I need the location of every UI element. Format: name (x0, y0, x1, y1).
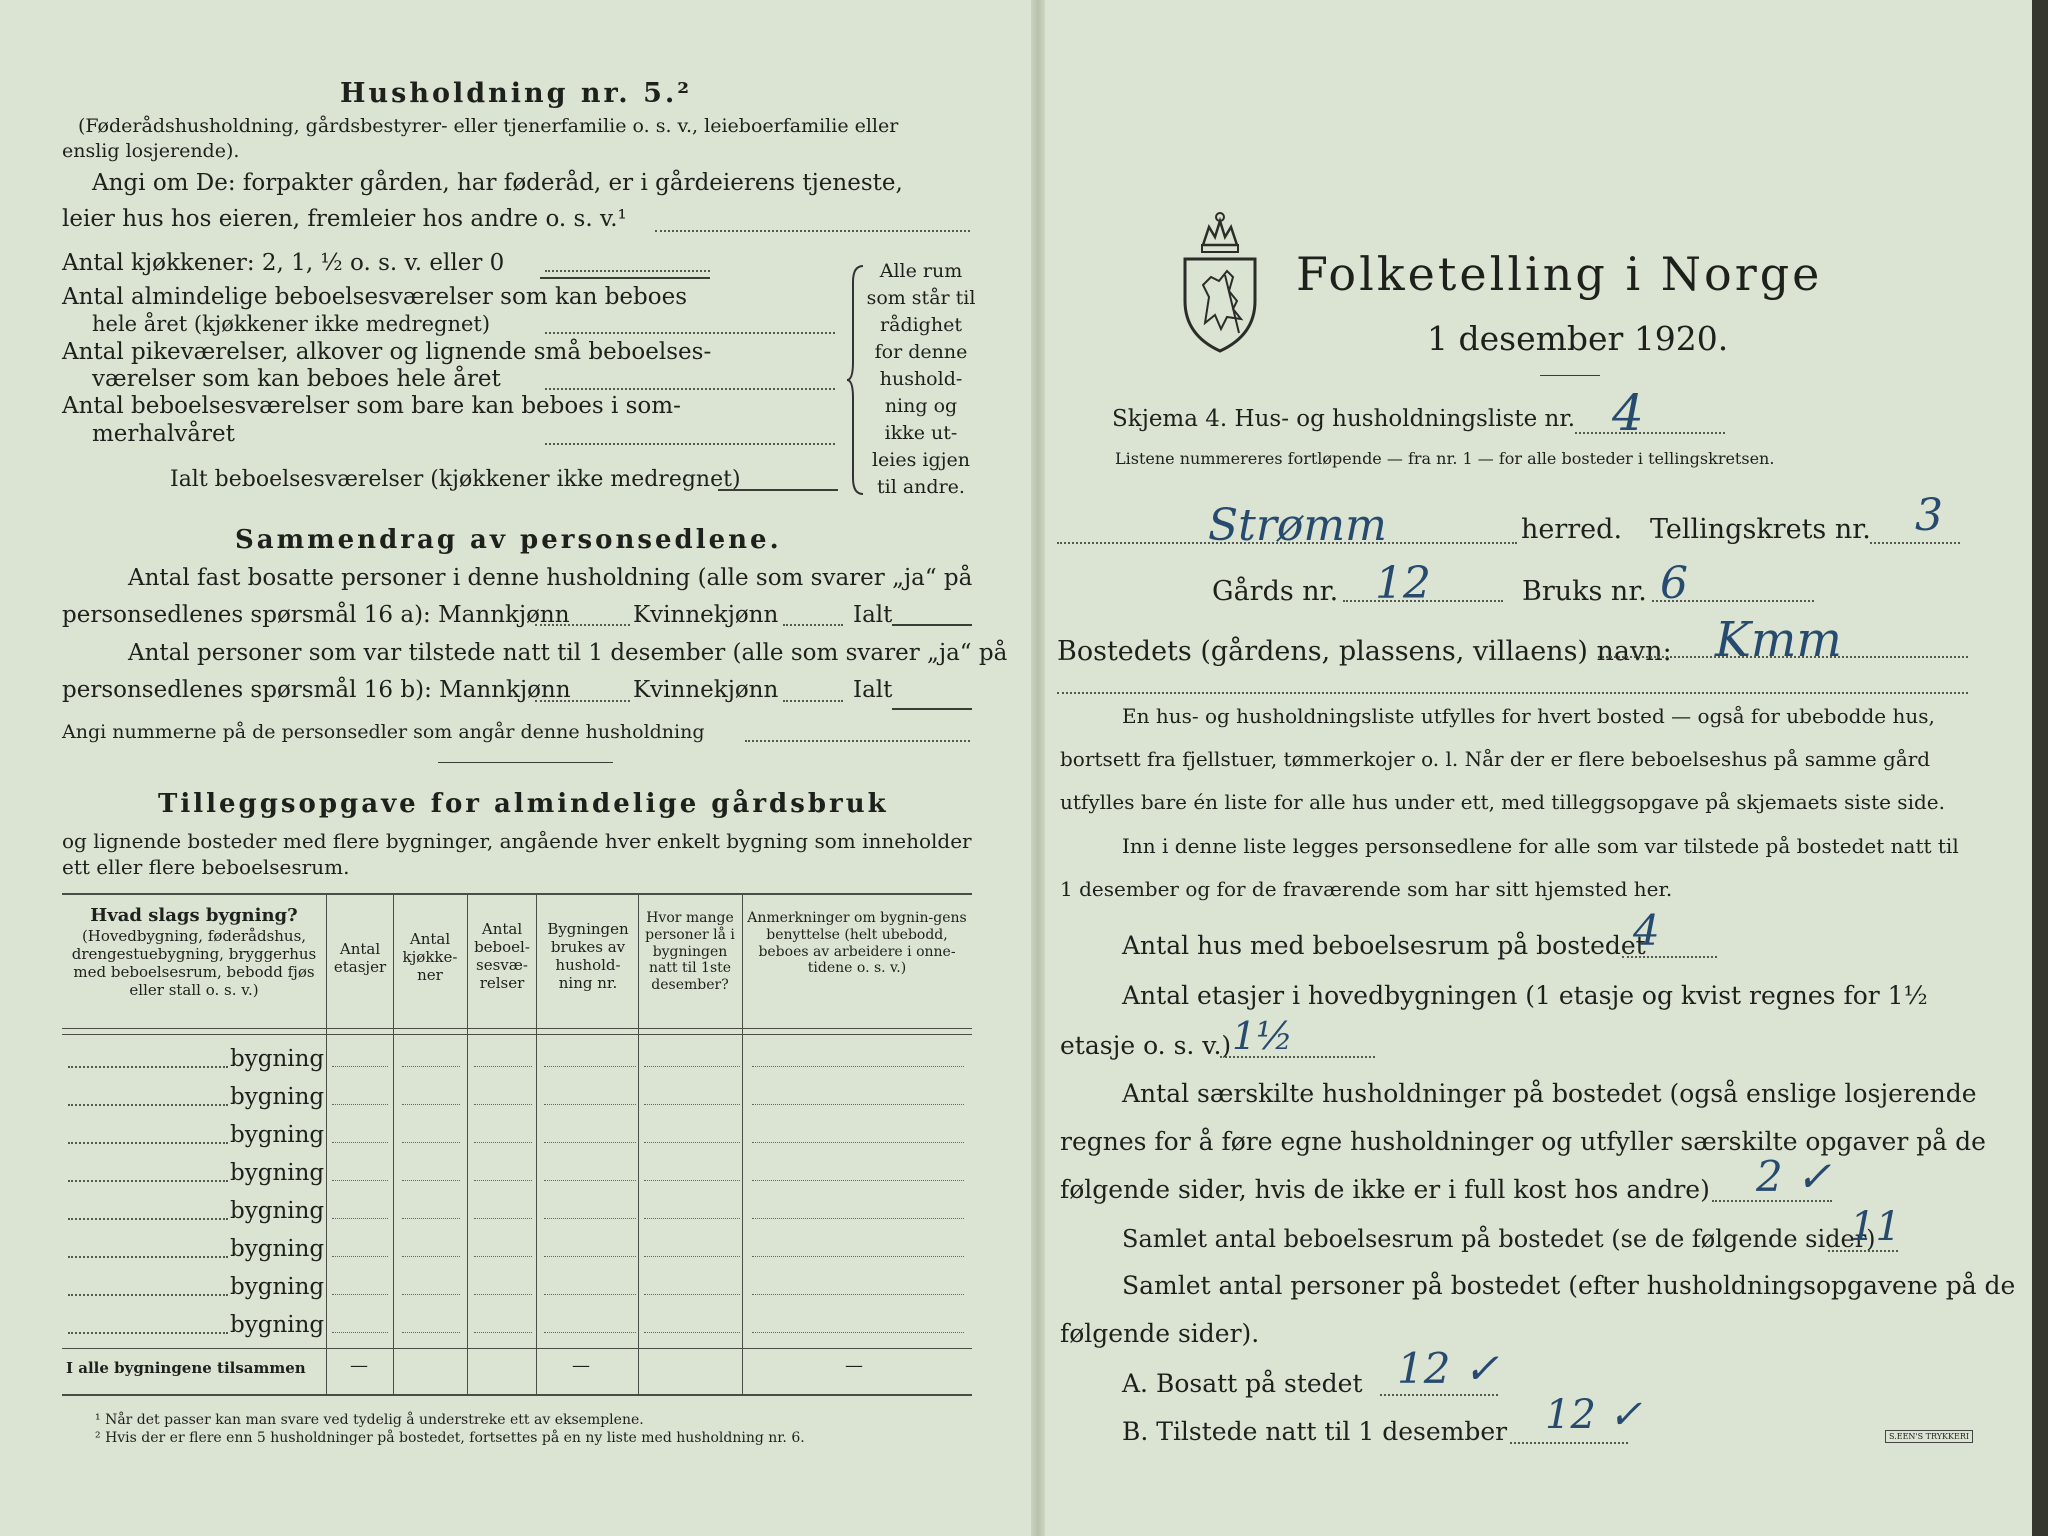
para1-line-3: utfylles bare én liste for alle hus under ett, med tilleggsopgave på skjemaets siste side. (1060, 790, 1945, 814)
cell-fill-line (752, 1218, 964, 1219)
table-top-rule (62, 893, 972, 895)
cell-fill-line (474, 1218, 532, 1219)
tilstede-line (1510, 1442, 1628, 1444)
skjema-line (1575, 432, 1725, 434)
kjokkener-label: Antal kjøkkener: 2, 1, ½ o. s. v. eller 0 (62, 250, 505, 276)
nummerne-answer[interactable] (745, 740, 970, 742)
cell-fill-line (402, 1142, 460, 1143)
tillegg-line-1: og lignende bosteder med flere bygninger, angående hver enkelt bygning som inneholder (62, 829, 972, 853)
bracket-note-line: rådighet (880, 314, 962, 336)
total-etasjer-dash: — (350, 1355, 368, 1376)
row-label: bygning (230, 1084, 325, 1110)
krets-value[interactable]: 3 (1915, 490, 1943, 541)
footnote-1: ¹ Når det passer kan man svare ved tydelig å understreke ett av eksemplene. (95, 1412, 644, 1428)
intro-line-2: enslig losjerende). (62, 140, 240, 162)
tillegg-line-2: ett eller flere beboelsesrum. (62, 855, 350, 879)
bracket-note-line: som står til (866, 287, 976, 309)
cell-fill-line (644, 1256, 740, 1257)
header-beboelsesvaerelser: Antal beboel-sesvæ-relser (474, 920, 530, 992)
cell-fill-line (332, 1256, 388, 1257)
tilstede-value[interactable]: 12 ✓ (1545, 1392, 1643, 1438)
row-label: bygning (230, 1160, 325, 1186)
tilst-kvinne-label: Kvinnekjønn (633, 677, 779, 703)
cell-fill-line (752, 1332, 964, 1333)
row-label: bygning (230, 1236, 325, 1262)
tilst-ialt-label: Ialt (853, 677, 893, 703)
table-row[interactable] (62, 1192, 972, 1230)
gards-label: Gårds nr. (1212, 576, 1339, 607)
tillegg-title: Tilleggsopgave for almindelige gårdsbruk (158, 789, 889, 819)
table-row[interactable] (62, 1078, 972, 1116)
total-label: I alle bygningene tilsammen (66, 1359, 306, 1377)
alm-answer[interactable] (545, 332, 835, 334)
total-anmerkning-dash: — (845, 1355, 863, 1376)
bracket-note-line: Alle rum (879, 260, 963, 282)
cell-fill-line (402, 1180, 460, 1181)
bracket-note-line: ning og (884, 395, 958, 417)
bracket-note-line: hushold- (879, 368, 963, 390)
cell-fill-line (544, 1256, 636, 1257)
hus-line (1622, 956, 1717, 958)
cell-fill-line (752, 1180, 964, 1181)
bracket-note-line: til andre. (877, 476, 965, 498)
cell-fill-line (402, 1218, 460, 1219)
cell-fill-line (474, 1066, 532, 1067)
tilst-line-2: personsedlenes spørsmål 16 b): Mannkjønn (62, 677, 571, 703)
herred-value[interactable]: Strømm (1208, 500, 1387, 551)
etasjer-line-2: etasje o. s. v.) (1060, 1031, 1232, 1060)
row-fill-line (68, 1218, 228, 1220)
table-header-rule (62, 1028, 972, 1029)
bracket-note-line: ikke ut- (884, 422, 958, 444)
header-etasjer: Antal etasjer (333, 940, 387, 976)
somm-answer[interactable] (545, 443, 835, 445)
header-title: Hvad slags bygning? (90, 905, 298, 926)
bruks-value[interactable]: 6 (1660, 558, 1688, 609)
fast-ialt-answer[interactable] (892, 624, 972, 626)
krets-label: Tellingskrets nr. (1650, 514, 1871, 545)
row-fill-line (68, 1142, 228, 1144)
table-row[interactable] (62, 1306, 972, 1344)
census-date: 1 desember 1920. (1427, 319, 1729, 358)
pike-answer[interactable] (545, 388, 835, 390)
angi-line-1: Angi om De: forpakter gården, har føderåd, er i gårdeierens tjeneste, (92, 170, 903, 196)
table-header-rule-2 (62, 1034, 972, 1035)
cell-fill-line (644, 1218, 740, 1219)
fast-kvinne-answer[interactable] (783, 624, 843, 626)
fast-mann-answer[interactable] (535, 624, 630, 626)
listene-note: Listene nummereres fortløpende — fra nr. 1 — for alle bosteder i tellingskretsen. (1115, 449, 1775, 468)
norwegian-coat-of-arms-icon (1175, 205, 1265, 355)
cell-fill-line (544, 1104, 636, 1105)
cell-fill-line (332, 1332, 388, 1333)
title-divider (1540, 375, 1600, 376)
cell-fill-line (402, 1256, 460, 1257)
ialt-answer[interactable] (718, 489, 838, 491)
cell-fill-line (644, 1066, 740, 1067)
pike-label-1: Antal pikeværelser, alkover og lignende små beboelses- (62, 339, 712, 365)
cell-fill-line (644, 1332, 740, 1333)
cell-fill-line (332, 1142, 388, 1143)
bruks-label: Bruks nr. (1522, 576, 1647, 607)
cell-fill-line (402, 1294, 460, 1295)
table-row[interactable] (62, 1230, 972, 1268)
samlet-rum-value[interactable]: 11 (1850, 1204, 1901, 1250)
cell-fill-line (752, 1066, 964, 1067)
table-row[interactable] (62, 1154, 972, 1192)
tilstede-label: B. Tilstede natt til 1 desember (1122, 1417, 1508, 1446)
somm-label-2: merhalvåret (92, 421, 235, 447)
etasjer-value[interactable]: 1½ (1232, 1014, 1294, 1058)
cell-fill-line (402, 1332, 460, 1333)
cell-fill-line (544, 1066, 636, 1067)
row-label: bygning (230, 1122, 325, 1148)
herred-label: herred. (1521, 514, 1623, 545)
angi-answer-line[interactable] (655, 230, 970, 232)
table-row[interactable] (62, 1040, 972, 1078)
row-fill-line (68, 1294, 228, 1296)
tilst-line-1: Antal personer som var tilstede natt til 1 desember (alle som svarer „ja“ på (128, 640, 1008, 666)
cell-fill-line (644, 1104, 740, 1105)
bracket-note-line: leies igjen (871, 449, 971, 471)
cell-fill-line (332, 1066, 388, 1067)
samlet-pers-line-1: Samlet antal personer på bostedet (efter husholdningsopgavene på de (1122, 1271, 2016, 1300)
cell-fill-line (402, 1104, 460, 1105)
cell-fill-line (332, 1218, 388, 1219)
pike-label-2: værelser som kan beboes hele året (92, 366, 501, 392)
fast-kvinne-label: Kvinnekjønn (633, 602, 779, 628)
intro-line-1: (Føderådshusholdning, gårdsbestyrer- eller tjenerfamilie o. s. v., leieboerfamilie eller (78, 115, 899, 137)
header-building-type (66, 905, 322, 999)
cell-fill-line (474, 1104, 532, 1105)
table-row[interactable] (62, 1268, 972, 1306)
ialt-label: Ialt beboelsesværelser (kjøkkener ikke medregnet) (170, 467, 741, 492)
table-total-rule (62, 1348, 972, 1349)
saer-line-1: Antal særskilte husholdninger på bostedet (også enslige losjerende (1122, 1079, 1977, 1108)
fast-ialt-label: Ialt (853, 602, 893, 628)
saer-line-2: regnes for å føre egne husholdninger og utfyller særskilte opgaver på de (1060, 1127, 1986, 1156)
fast-line-2: personsedlenes spørsmål 16 a): Mannkjønn (62, 602, 570, 628)
bosted-value[interactable]: Kmm (1715, 612, 1842, 668)
census-title: Folketelling i Norge (1296, 247, 1823, 301)
kjokkener-answer[interactable] (545, 270, 710, 272)
row-fill-line (68, 1104, 228, 1106)
cell-fill-line (474, 1256, 532, 1257)
para2-line-1: Inn i denne liste legges personsedlene for alle som var tilstede på bostedet natt til (1122, 834, 1959, 858)
row-fill-line (68, 1332, 228, 1334)
alm-label-2: hele året (kjøkkener ikke medregnet) (92, 312, 491, 336)
hus-label: Antal hus med beboelsesrum på bostedet (1122, 931, 1646, 960)
kjokkener-underline (540, 277, 710, 279)
tilst-ialt-answer[interactable] (892, 708, 972, 710)
bosted-line-2 (1057, 692, 1968, 694)
alm-label-1: Antal almindelige beboelsesværelser som kan beboes (62, 284, 688, 310)
cell-fill-line (644, 1180, 740, 1181)
cell-fill-line (544, 1180, 636, 1181)
somm-label-1: Antal beboelsesværelser som bare kan beboes i som- (62, 393, 681, 419)
cell-fill-line (474, 1180, 532, 1181)
printer-stamp: S.EEN'S TRYKKERI (1885, 1430, 1973, 1443)
row-fill-line (68, 1066, 228, 1068)
header-sub: (Hovedbygning, føderådshus, drengestuebygning, bryggerhus med beboelsesrum, bebodd fjøs eller stall o. s. v.) (71, 926, 317, 999)
total-husholdning-dash: — (572, 1355, 590, 1376)
nummerne-label: Angi nummerne på de personsedler som angår denne husholdning (62, 721, 705, 743)
cell-fill-line (332, 1180, 388, 1181)
para1-line-1: En hus- og husholdningsliste utfylles for hvert bosted — også for ubebodde hus, (1122, 704, 1935, 728)
row-fill-line (68, 1256, 228, 1258)
footnote-2: ² Hvis der er flere enn 5 husholdninger på bostedet, fortsettes på en ny liste med husholdning nr. 6. (95, 1430, 805, 1446)
cell-fill-line (474, 1142, 532, 1143)
bracket-note-line: for denne (874, 341, 968, 363)
cell-fill-line (544, 1294, 636, 1295)
saer-line-3: følgende sider, hvis de ikke er i full kost hos andre) (1060, 1175, 1710, 1204)
cell-fill-line (752, 1104, 964, 1105)
row-label: bygning (230, 1312, 325, 1338)
cell-fill-line (474, 1332, 532, 1333)
section-divider (438, 762, 613, 763)
para1-line-2: bortsett fra fjellstuer, tømmerkojer o. l. Når der er flere beboelseshus på samme gård (1060, 747, 1931, 771)
samlet-rum-label: Samlet antal beboelsesrum på bostedet (se de følgende sider) (1122, 1225, 1876, 1253)
cell-fill-line (644, 1142, 740, 1143)
gards-value[interactable]: 12 (1375, 558, 1431, 609)
samlet-rum-line (1828, 1250, 1898, 1252)
header-personer: Hvor mange personer lå i bygningen natt til 1ste desember? (645, 910, 735, 994)
angi-line-2: leier hus hos eieren, fremleier hos andre o. s. v.¹ (62, 206, 627, 232)
household-title: Husholdning nr. 5.² (340, 78, 693, 109)
page-fold (1031, 0, 1045, 1536)
krets-line (1870, 542, 1960, 544)
cell-fill-line (474, 1294, 532, 1295)
header-anmerkninger: Anmerkninger om bygnin-gens benyttelse (helt ubebodd, beboes av arbeidere i onne-tidene o. s. v.) (747, 910, 967, 977)
table-row[interactable] (62, 1116, 972, 1154)
cell-fill-line (332, 1294, 388, 1295)
cell-fill-line (544, 1332, 636, 1333)
skjema-value[interactable]: 4 (1612, 384, 1644, 442)
bracket-note (866, 258, 976, 501)
cell-fill-line (752, 1294, 964, 1295)
cell-fill-line (544, 1142, 636, 1143)
hus-value[interactable]: 4 (1633, 906, 1660, 955)
saer-value[interactable]: 2 ✓ (1756, 1152, 1832, 1201)
cell-fill-line (752, 1256, 964, 1257)
row-label: bygning (230, 1198, 325, 1224)
cell-fill-line (544, 1218, 636, 1219)
bosatt-line (1380, 1394, 1498, 1396)
cell-fill-line (644, 1294, 740, 1295)
cell-fill-line (332, 1104, 388, 1105)
etasjer-line-1: Antal etasjer i hovedbygningen (1 etasje og kvist regnes for 1½ (1122, 981, 1928, 1010)
tilst-mann-answer[interactable] (535, 700, 630, 702)
samlet-pers-line-2: følgende sider). (1060, 1319, 1260, 1348)
scan-edge (2032, 0, 2048, 1536)
row-label: bygning (230, 1046, 325, 1072)
header-husholdning: Bygningen brukes av hushold-ning nr. (547, 920, 629, 992)
fast-line-1: Antal fast bosatte personer i denne husholdning (alle som svarer „ja“ på (128, 565, 973, 591)
sammendrag-title: Sammendrag av personsedlene. (235, 525, 782, 555)
row-fill-line (68, 1180, 228, 1182)
tilst-kvinne-answer[interactable] (783, 700, 843, 702)
para2-line-2: 1 desember og for de fraværende som har sitt hjemsted her. (1060, 877, 1673, 901)
header-kjokkener: Antal kjøkke-ner (402, 930, 458, 984)
row-label: bygning (230, 1274, 325, 1300)
skjema-label: Skjema 4. Hus- og husholdningsliste nr. (1112, 406, 1576, 432)
bosatt-value[interactable]: 12 ✓ (1397, 1344, 1499, 1393)
bosatt-label: A. Bosatt på stedet (1122, 1369, 1363, 1398)
cell-fill-line (752, 1142, 964, 1143)
bosted-label: Bostedets (gårdens, plassens, villaens) navn: (1057, 636, 1672, 667)
cell-fill-line (402, 1066, 460, 1067)
table-bottom-rule (62, 1394, 972, 1396)
